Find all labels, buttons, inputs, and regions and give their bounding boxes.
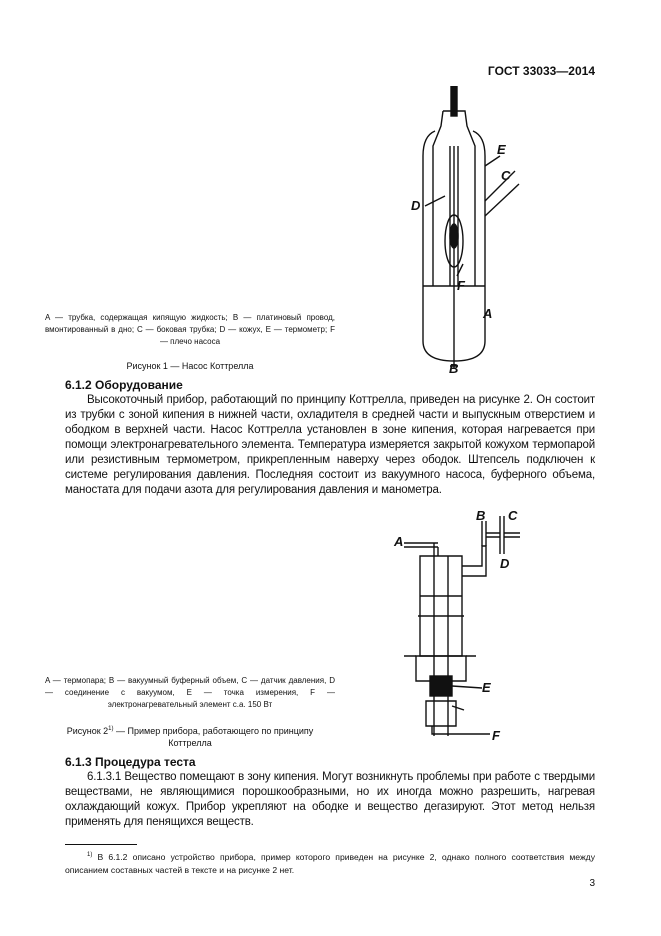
section-6-1-3-text: 6.1.3.1 Вещество помещают в зону кипения. Могут возникнуть проблемы при работе с твердыми веществами, не являющимися порошкообразными, но их иногда можно разрешить, нагревая охлаждающий кожух. Прибор укрепляют на ободке и вещество дегазируют. Этот метод нельзя применять для пенящихся веществ.: [65, 771, 595, 828]
fig1-label-a: A: [483, 306, 493, 321]
figure-2-title: [45, 723, 335, 749]
document-header: ГОСТ 33033—2014: [487, 64, 595, 78]
figure-2-legend: A — термопара; B — вакуумный буферный объем, C — датчик давления, D — соединение с вакуумом, E — точка измерения, F — электронагревательный элемент с.а. 150 Вт: [45, 676, 335, 709]
figure-1-title: Рисунок 1 — Насос Коттрелла: [126, 361, 254, 371]
figure-1-drawing: [395, 86, 535, 376]
fig2-label-b: B: [476, 508, 486, 523]
figure-2-title-prefix: Рисунок 2: [66, 726, 109, 736]
footnote-mark: 1): [87, 852, 93, 858]
figure-1-legend: A — трубка, содержащая кипящую жидкость; B — платиновый провод, вмонтированный в дно; C — боковая трубка; D — кожух, E — термометр; F — плечо насоса: [45, 313, 335, 346]
fig2-label-f: F: [492, 728, 500, 743]
fig2-label-a: A: [394, 534, 404, 549]
page-number: 3: [589, 878, 595, 889]
figure-2-drawing: [390, 506, 550, 746]
fig1-label-e: E: [497, 142, 506, 157]
section-6-1-2-text: Высокоточный прибор, работающий по принципу Коттрелла, приведен на рисунке 2. Он состоит из трубки с зоной кипения в нижней части, охладителя в средней части и выпускным отверстием и ободком в верхней части. Насос Коттрелла установлен в зоне кипения, которая нагревается при помощи электронагревательного элемента. Температура измеряется закрытой кожухом термопарой или резистивным термометром, прикрепленным наверху через ободок. Штепсель подключен к системе регулирования давления. Последняя состоит из вакуумного насоса, буферного объема, маностата для подачи азота для регулирования давления и манометра.: [65, 394, 595, 496]
page-content: [45, 64, 595, 877]
figure-2-footnote-ref: 1): [108, 726, 114, 732]
fig2-label-e: E: [482, 680, 491, 695]
fig1-label-d: D: [411, 198, 421, 213]
fig1-label-f: F: [457, 278, 465, 293]
figure-2: [45, 504, 595, 749]
section-6-1-3-heading: 6.1.3 Процедура теста: [65, 755, 196, 769]
figure-2-title-rest: — Пример прибора, работающего по принципу Коттрелла: [113, 726, 314, 748]
fig1-label-b: B: [449, 361, 459, 376]
fig2-label-c: C: [508, 508, 518, 523]
footnote-divider: [65, 844, 137, 845]
fig2-label-d: D: [500, 556, 510, 571]
figure-1-caption: [45, 312, 335, 372]
section-6-1-2-heading: 6.1.2 Оборудование: [65, 378, 183, 392]
figure-1: [45, 82, 595, 376]
figure-2-caption: [45, 675, 335, 749]
fig1-label-c: C: [501, 168, 511, 183]
footnote-text: В 6.1.2 описано устройство прибора, пример которого приведен на рисунке 2, однако полного соответствия между описанием составных частей в тексте и на рисунке 2 нет.: [65, 851, 595, 875]
footnote: [65, 849, 595, 877]
